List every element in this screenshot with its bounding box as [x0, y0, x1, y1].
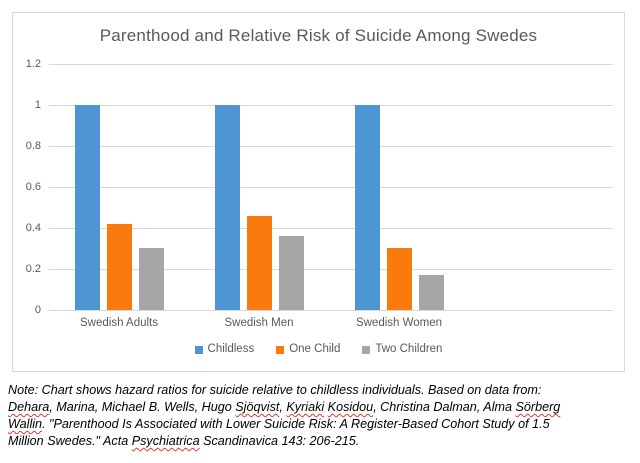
- source-note: [8, 382, 634, 450]
- note-text: . "Parenthood Is Associated with Lower Suicide Risk: A Register-Based Cohort Study of 1.5: [42, 417, 550, 431]
- misspelled-word: Dehara: [8, 400, 50, 414]
- y-axis-tick-label: 0.6: [25, 181, 41, 193]
- misspelled-word: Sörberg: [515, 400, 561, 414]
- gridline: [49, 310, 613, 311]
- note-line: [8, 399, 634, 416]
- note-line: [8, 416, 634, 433]
- legend-item: [195, 343, 255, 356]
- x-axis-category-label: Swedish Adults: [80, 317, 158, 329]
- legend-item: [362, 343, 442, 356]
- note-text: Million Swedes." Acta: [8, 434, 132, 448]
- bar-childless: [215, 105, 240, 310]
- gridline: [49, 228, 613, 229]
- gridline: [49, 187, 613, 188]
- chart: [12, 12, 625, 372]
- y-axis-tick-label: 1: [34, 99, 41, 111]
- y-axis-tick-label: 1.2: [25, 58, 41, 70]
- note-text: ,: [279, 400, 287, 414]
- legend-swatch: [276, 346, 284, 354]
- gridline: [49, 269, 613, 270]
- misspelled-word: Kosidou: [327, 400, 374, 414]
- legend-swatch: [362, 346, 370, 354]
- x-axis-category-label: Swedish Men: [224, 317, 294, 329]
- legend-item: [276, 343, 340, 356]
- bar-two-children: [139, 248, 164, 310]
- bar-one-child: [247, 216, 272, 310]
- misspelled-word: Wallin: [8, 417, 43, 431]
- legend-label: Two Children: [375, 343, 443, 355]
- note-line: [8, 433, 634, 450]
- bar-one-child: [387, 248, 412, 310]
- chart-title: Parenthood and Relative Risk of Suicide Among Swedes: [99, 26, 538, 45]
- y-axis-tick-label: 0.2: [25, 263, 41, 275]
- gridline: [49, 146, 613, 147]
- y-axis-tick-label: 0: [34, 304, 41, 316]
- bar-childless: [75, 105, 100, 310]
- note-text: , Marina, Michael B. Wells, Hugo: [49, 400, 236, 414]
- note-line: [8, 382, 634, 399]
- legend-label: One Child: [289, 343, 341, 355]
- misspelled-word: Sjöqvist: [235, 400, 280, 414]
- bar-two-children: [419, 275, 444, 310]
- bar-one-child: [107, 224, 132, 310]
- gridline: [49, 64, 613, 65]
- note-text: Note: Chart shows hazard ratios for suicide relative to childless individuals. Based on data from:: [8, 383, 542, 397]
- y-axis-tick-label: 0.8: [25, 140, 41, 152]
- misspelled-word: Kyriaki: [286, 400, 325, 414]
- bar-childless: [355, 105, 380, 310]
- note-text: Scandinavica 143: 206-215.: [199, 434, 360, 448]
- gridline: [49, 105, 613, 106]
- misspelled-word: Psychiatrica: [131, 434, 200, 448]
- y-axis-tick-label: 0.4: [25, 222, 41, 234]
- note-text: , Christina Dalman, Alma: [373, 400, 516, 414]
- x-axis-category-label: Swedish Women: [355, 317, 443, 329]
- legend-label: Childless: [207, 343, 255, 355]
- bar-two-children: [279, 236, 304, 310]
- chart-legend: [13, 343, 624, 356]
- legend-swatch: [195, 346, 203, 354]
- plot-area: [13, 13, 624, 371]
